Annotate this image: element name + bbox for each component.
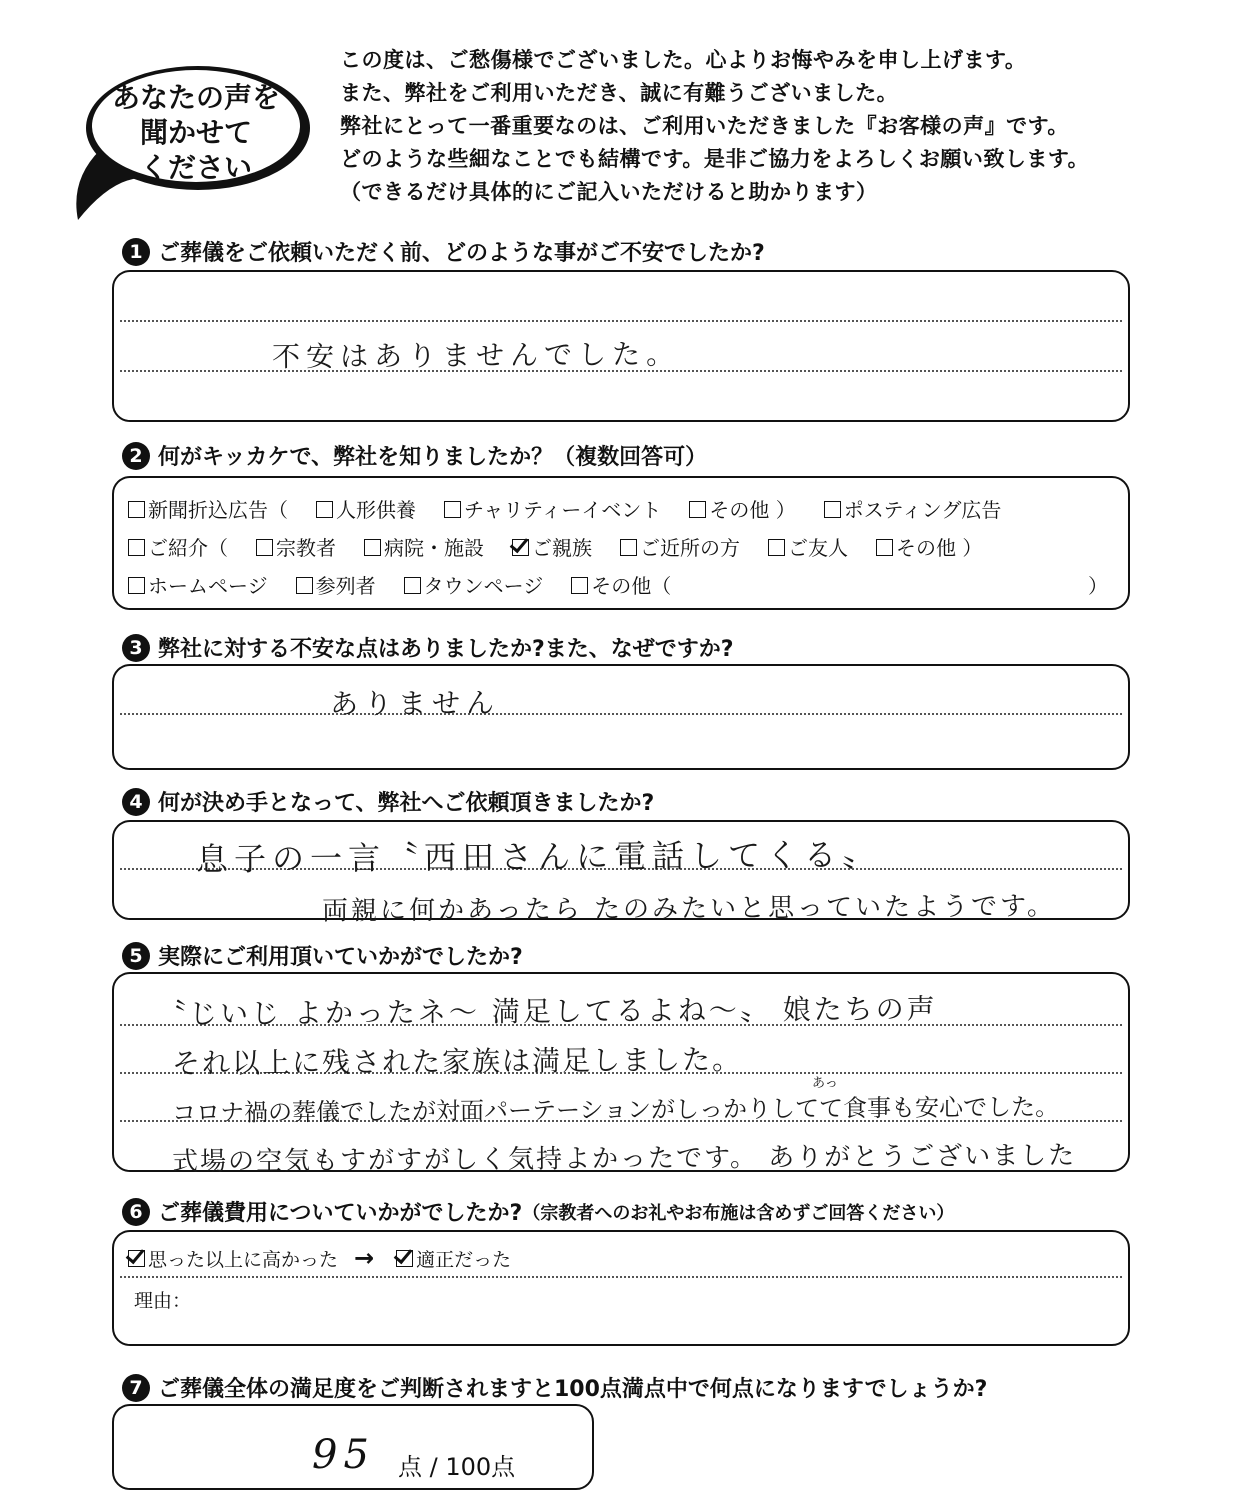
checkbox[interactable]	[128, 501, 145, 518]
reason-label: 理由：	[134, 1290, 192, 1312]
arrow-icon: →	[354, 1244, 375, 1272]
option-label: 宗教者	[276, 536, 336, 560]
option-label: ご近所の方	[640, 536, 740, 560]
checkbox[interactable]	[620, 539, 637, 556]
question-7-title	[122, 1372, 987, 1403]
checkbox[interactable]	[444, 501, 461, 518]
checkbox[interactable]	[256, 539, 273, 556]
question-number: 2	[122, 442, 150, 470]
intro-line: どのような些細なことでも結構です。是非ご協力をよろしくお願い致します。	[340, 147, 1090, 171]
checkbox-checked[interactable]	[396, 1250, 413, 1267]
question-number: 6	[122, 1198, 150, 1226]
question-number: 3	[122, 634, 150, 662]
option-label: その他（	[591, 574, 672, 598]
option-label: ご友人	[788, 536, 848, 560]
handwritten-answer-5-line-4: 式場の空気もすがすがしく気持よかったです。 ありがとうございました	[171, 1140, 1077, 1178]
question-text: 何が決め手となって、弊社へご依頼頂きましたか?	[158, 791, 655, 816]
intro-line: （できるだけ具体的にご記入いただけると助かります）	[340, 180, 878, 204]
checkbox[interactable]	[876, 539, 893, 556]
question-text: ご葬儀全体の満足度をご判断されますと100点満点中で何点になりますでしょうか?	[158, 1377, 988, 1402]
intro-line: この度は、ご愁傷様でございました。心よりお悔やみを申し上げます。	[340, 48, 1027, 72]
question-number: 1	[122, 238, 150, 266]
checkbox[interactable]	[571, 577, 588, 594]
question-6-title	[122, 1196, 954, 1227]
option-other-2[interactable]	[876, 532, 982, 561]
option-label: 病院・施設	[384, 536, 484, 560]
option-posting-ad[interactable]	[824, 494, 1002, 523]
option-neighbors[interactable]	[620, 532, 740, 561]
score-unit: 点 / 100点	[398, 1453, 516, 1481]
question-number: 4	[122, 788, 150, 816]
question-text: ご葬儀をご依頼いただく前、どのような事がご不安でしたか?	[158, 241, 765, 266]
option-more-expensive[interactable]	[128, 1245, 338, 1272]
intro-text	[340, 44, 1200, 209]
handwritten-answer-3: ありません	[329, 686, 501, 721]
option-townpage[interactable]	[404, 570, 544, 599]
checkbox[interactable]	[128, 539, 145, 556]
option-label: 新聞折込広告（	[148, 498, 288, 522]
option-homepage[interactable]	[128, 570, 268, 599]
checkbox[interactable]	[128, 577, 145, 594]
question-text: 何がキッカケで、弊社を知りましたか？（複数回答可）	[158, 445, 708, 470]
question-text: 実際にご利用頂いていかがでしたか?	[158, 945, 523, 970]
checkbox[interactable]	[689, 501, 706, 518]
option-label: ご紹介（	[148, 536, 228, 560]
intro-line: また、弊社をご利用いただき、誠に有難うございました。	[340, 81, 899, 105]
option-label: 適正だった	[416, 1249, 512, 1271]
option-relatives[interactable]	[512, 532, 592, 561]
option-label: タウンページ	[423, 574, 544, 598]
option-row-1	[128, 494, 1029, 523]
checkbox[interactable]	[404, 577, 421, 594]
handwritten-answer-5-line-1: 〝じいじ よかったネ〜 満足してるよね〜〟 娘たちの声	[157, 992, 938, 1031]
option-label: 人形供養	[336, 498, 416, 522]
question-3-title	[122, 632, 734, 663]
question-text: ご葬儀費用についていかがでしたか?	[158, 1201, 523, 1226]
checkbox[interactable]	[768, 539, 785, 556]
option-label: チャリティーイベント	[464, 498, 662, 522]
option-referral[interactable]	[128, 532, 228, 561]
handwritten-score: 95	[312, 1432, 375, 1478]
option-label: ポスティング広告	[843, 498, 1002, 522]
option-label: その他 ）	[896, 536, 983, 560]
question-text: 弊社に対する不安な点はありましたか?また、なぜですか?	[158, 637, 734, 662]
question-number: 7	[122, 1374, 150, 1402]
option-friends[interactable]	[768, 532, 848, 561]
option-label: 思った以上に高かった	[148, 1249, 339, 1271]
option-attendee[interactable]	[296, 570, 376, 599]
checkbox[interactable]	[296, 577, 313, 594]
option-row-2	[128, 532, 1010, 561]
bubble-heading: あなたの声を 聞かせて ください	[111, 81, 280, 184]
question-2-title	[122, 440, 707, 471]
handwritten-answer-5-line-2: それ以上に残された家族は満足しました。	[171, 1043, 743, 1080]
option-other-3[interactable]	[571, 570, 671, 599]
option-doll-memorial[interactable]	[316, 494, 416, 523]
option-other[interactable]	[689, 494, 795, 523]
checkbox-checked[interactable]	[512, 539, 529, 556]
question-1-title	[122, 236, 765, 267]
option-charity-event[interactable]	[444, 494, 661, 523]
handwritten-answer-4-line-2: 両親に何かあったら たのみたいと思っていたようです。	[321, 891, 1057, 927]
option-hospital[interactable]	[364, 532, 484, 561]
question-number: 5	[122, 942, 150, 970]
handwritten-answer-4-line-1: 息子の一言〝西田さんに電話してくる〟	[195, 835, 881, 879]
intro-line: 弊社にとって一番重要なのは、ご利用いただきました『お客様の声』です。	[340, 114, 1069, 138]
option-reasonable[interactable]	[396, 1245, 511, 1272]
answer-box-3[interactable]	[112, 664, 1130, 770]
option-religious[interactable]	[256, 532, 336, 561]
option-newspaper[interactable]	[128, 494, 288, 523]
option-label: ホームページ	[148, 574, 268, 598]
checkbox[interactable]	[824, 501, 841, 518]
handwritten-annotation: あっ	[812, 1076, 838, 1091]
option-label: その他 ）	[709, 498, 796, 522]
question-4-title	[122, 786, 654, 817]
checkbox[interactable]	[316, 501, 333, 518]
question-note: （宗教者へのお礼やお布施は含めずご回答ください）	[522, 1202, 955, 1224]
close-paren: ）	[1088, 574, 1108, 598]
option-label: ご親族	[532, 536, 592, 560]
checkbox[interactable]	[364, 539, 381, 556]
cost-options	[128, 1244, 539, 1272]
handwritten-answer-1: 不安はありませんでした。	[271, 337, 681, 374]
option-row-3	[128, 570, 699, 599]
handwritten-answer-5-line-3: コロナ禍の葬儀でしたが対面パーテーションがしっかりしてて食事も安心でした。	[171, 1092, 1060, 1128]
question-5-title	[122, 940, 523, 971]
option-label: 参列者	[315, 574, 376, 598]
checkbox-checked[interactable]	[128, 1250, 145, 1267]
